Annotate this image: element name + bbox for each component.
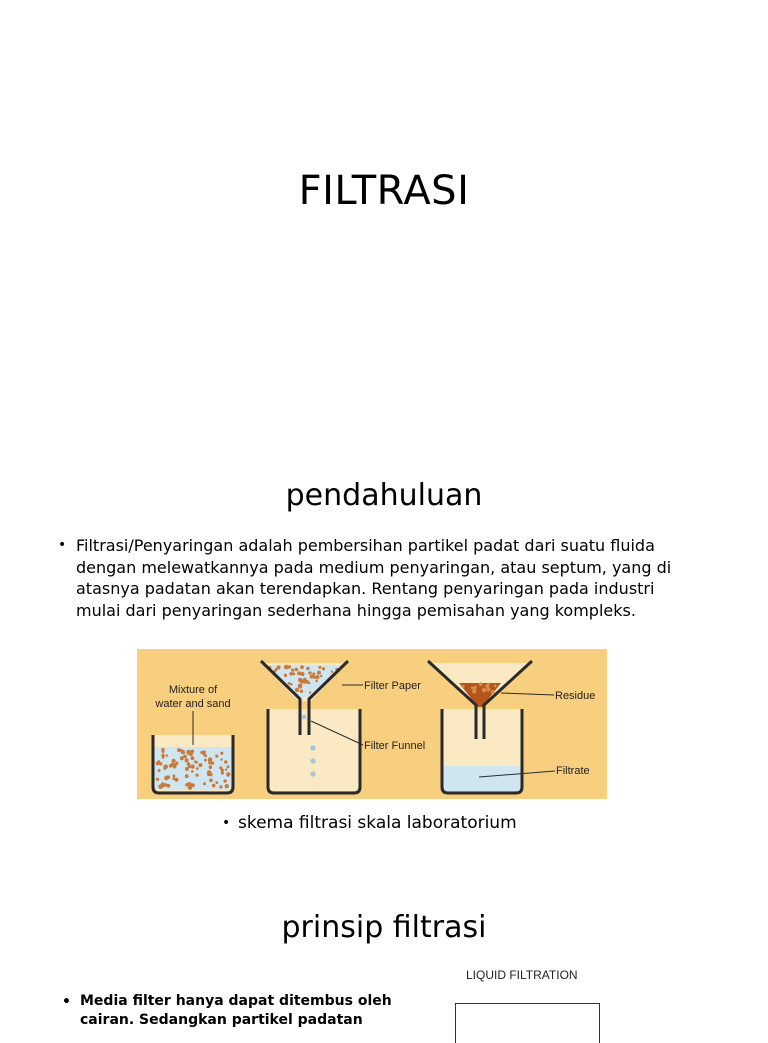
sand-particle (158, 769, 161, 772)
sand-particle (225, 784, 229, 788)
sand-particle (208, 760, 212, 764)
principle-bullet (62, 992, 402, 1030)
sand-particle (215, 781, 218, 784)
sand-particle (474, 686, 477, 689)
sand-particle (320, 675, 322, 677)
sand-particle (191, 750, 194, 753)
sand-particle (180, 749, 183, 752)
sand-particle (185, 758, 189, 762)
sand-particle (227, 765, 230, 768)
sand-particle (200, 751, 203, 754)
sand-particle (479, 682, 483, 686)
sand-particle (303, 678, 307, 682)
sand-particle (295, 668, 299, 672)
sand-particle (164, 776, 168, 780)
sand-particle (209, 779, 213, 783)
sand-particle (315, 680, 318, 683)
sand-particle (156, 762, 160, 766)
sand-particle (198, 763, 202, 767)
sand-particle (288, 682, 291, 685)
sand-particle (277, 665, 281, 669)
sand-particle (209, 765, 213, 769)
sand-particle (317, 671, 321, 675)
section-heading-intro: pendahuluan (285, 478, 483, 513)
sand-particle (298, 685, 302, 689)
sand-particle (315, 675, 319, 679)
residue-label: Residue (555, 690, 596, 702)
filter-funnel-label: Filter Funnel (364, 740, 426, 752)
intro-bullet (58, 535, 698, 621)
principle-bullet-text: Media filter hanya dapat ditembus oleh cairan. Sedangkan partikel padatan (80, 993, 392, 1028)
sand-particle (221, 771, 224, 774)
sand-particle (322, 667, 325, 670)
sand-particle (194, 760, 196, 762)
sand-particle (156, 778, 159, 781)
sand-particle (172, 763, 174, 765)
sand-particle (221, 768, 224, 771)
sand-particle (185, 774, 189, 778)
sand-particle (225, 768, 227, 770)
sand-particle (462, 685, 465, 688)
sand-particle (296, 689, 299, 692)
sand-particle (289, 672, 293, 676)
sand-particle (180, 756, 184, 760)
sand-particle (331, 671, 333, 673)
sand-particle (224, 760, 227, 763)
bullet-marker: • (58, 537, 67, 553)
sand-particle (175, 762, 178, 765)
diagram-caption-text: skema filtrasi skala laboratorium (238, 813, 517, 833)
sand-particle (159, 762, 162, 765)
filtrate-label: Filtrate (556, 765, 590, 777)
sand-particle (162, 756, 165, 759)
sand-particle (167, 784, 171, 788)
sand-particle (219, 785, 222, 788)
sand-particle (195, 774, 198, 777)
mixture-label-1: Mixture of (168, 684, 218, 696)
sand-particle (212, 784, 216, 788)
sand-particle (297, 671, 301, 675)
sand-particle (173, 775, 176, 778)
sand-particle (204, 759, 207, 762)
sand-particle (187, 762, 191, 766)
filtration-diagram (137, 649, 607, 799)
sand-particle (472, 689, 476, 693)
intro-bullet-text: Filtrasi/Penyaringan adalah pembersihan partikel padat dari suatu fluida dengan melewatkannya pada medium penyaringan, atau septum, yang di atasnya padatan akan terendapkan. Rentang penyaringan pada industri mulai dari penyaringan sederhana hingga pemisahan yang kompleks. (76, 536, 672, 620)
sand-particle (191, 756, 195, 760)
bullet-marker: • (62, 994, 71, 1010)
sand-particle (298, 678, 302, 682)
sand-particle (318, 666, 321, 669)
sand-particle (172, 759, 176, 763)
sand-particle (290, 683, 293, 686)
sand-particle (185, 767, 189, 771)
sand-particle (227, 774, 230, 777)
sand-particle (161, 785, 164, 788)
diagram-caption (222, 813, 517, 835)
sand-particle (291, 669, 294, 672)
sand-particle (494, 684, 497, 687)
sand-particle (204, 754, 207, 757)
sand-particle (215, 755, 218, 758)
sand-particle (485, 684, 489, 688)
sand-particle (186, 750, 191, 755)
sand-particle (312, 672, 315, 675)
sand-particle (191, 770, 194, 773)
liquid-filtration-label: LIQUID FILTRATION (466, 968, 578, 982)
section-heading-principle: prinsip filtrasi (281, 910, 487, 945)
sand-particle (185, 783, 189, 787)
sand-particle (284, 665, 289, 670)
sand-particle (309, 691, 311, 693)
sand-particle (162, 750, 165, 753)
sand-particle (284, 674, 287, 677)
sand-particle (196, 767, 199, 770)
sand-particle (482, 688, 487, 693)
sand-particle (223, 779, 226, 782)
sand-particle (308, 671, 312, 675)
sand-particle (220, 752, 223, 755)
bullet-marker: • (222, 815, 231, 831)
filter-paper-label: Filter Paper (364, 680, 421, 692)
sand-particle (310, 675, 314, 679)
liquid-filtration-figure (455, 1003, 600, 1043)
sand-particle (172, 777, 175, 780)
sand-particle (300, 665, 304, 669)
sand-particle (166, 754, 168, 756)
slide-title: FILTRASI (298, 168, 470, 214)
sand-particle (220, 758, 222, 760)
sand-particle (203, 782, 206, 785)
sand-particle (300, 690, 303, 693)
sand-particle (191, 765, 195, 769)
mixture-label-2: water and sand (155, 698, 231, 710)
sand-particle (207, 770, 212, 775)
sand-particle (306, 667, 309, 670)
sand-particle (163, 766, 166, 769)
sand-particle (491, 690, 495, 694)
